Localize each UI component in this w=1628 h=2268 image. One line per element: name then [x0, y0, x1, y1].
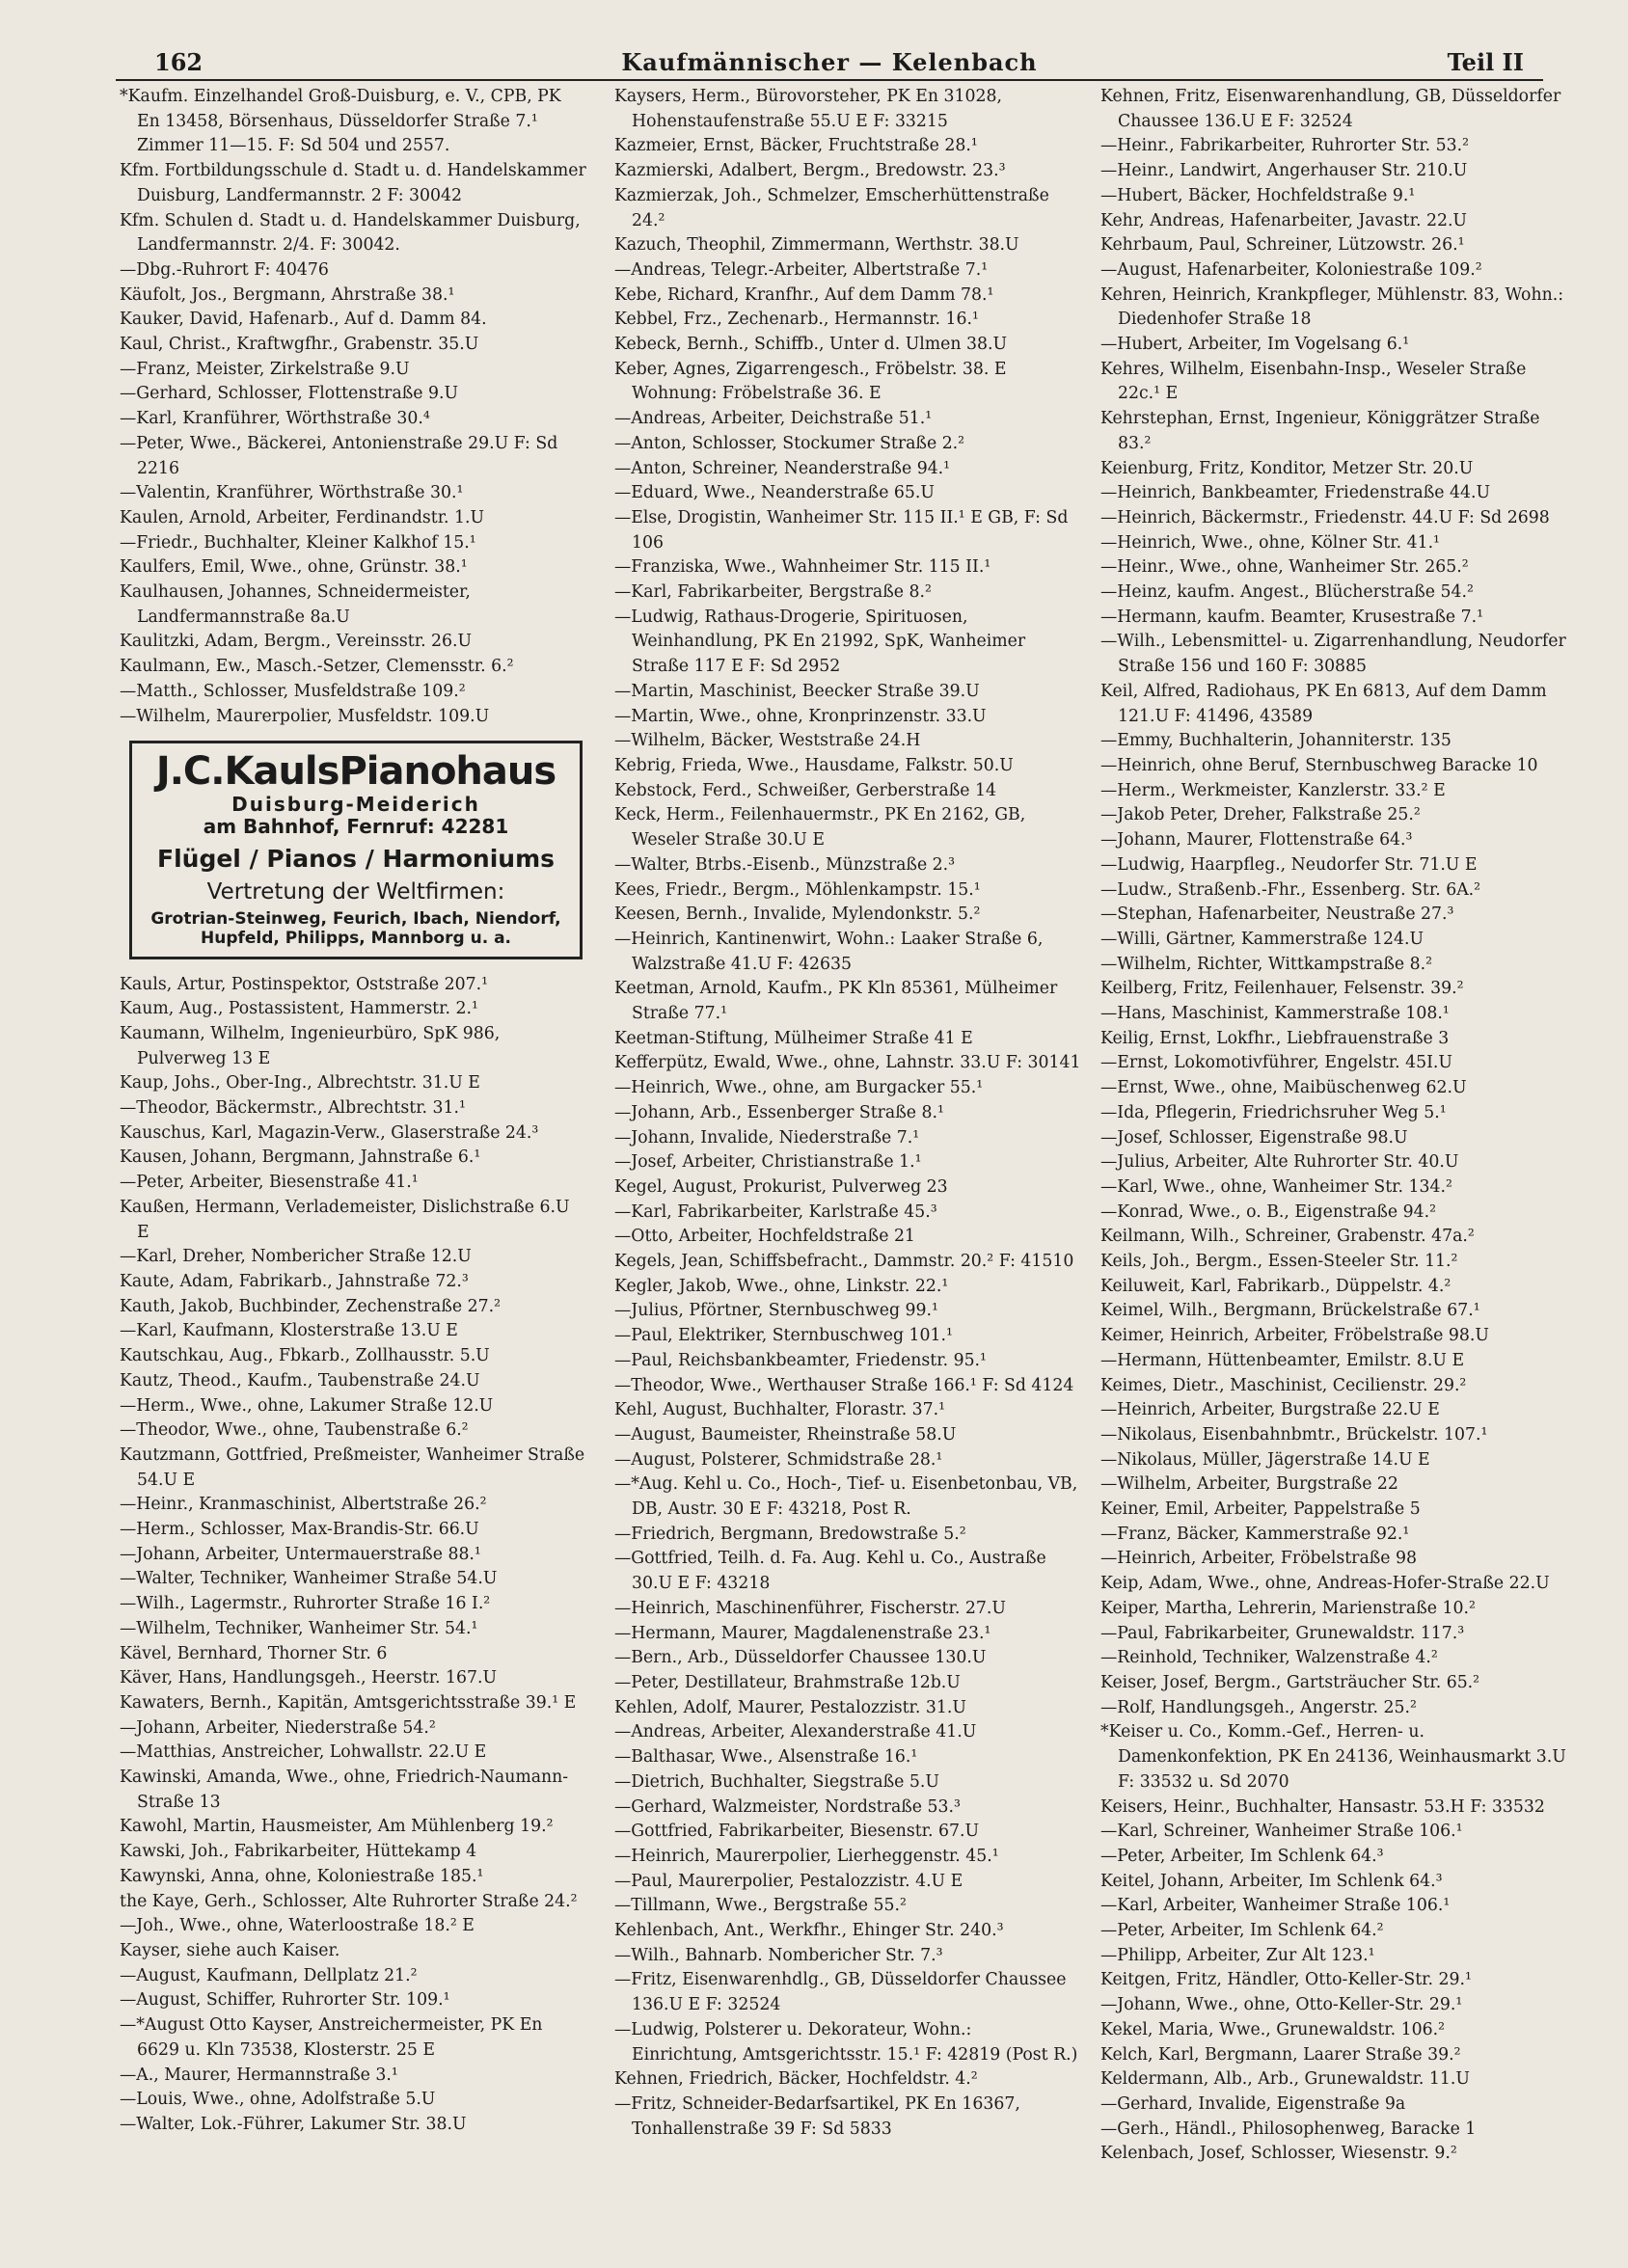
directory-entry: Kawski, Joh., Fabrikarbeiter, Hüttekamp 4 [120, 1842, 477, 1862]
directory-entry: —Konrad, Wwe., o. B., Eigenstraße 94.² [1100, 1202, 1437, 1222]
directory-entry: Keck, Herm., Feilenhauermstr., PK En 2162, GB, Weseler Straße 30.U E [614, 805, 1026, 850]
directory-entry: —Willi, Gärtner, Kammerstraße 124.U [1100, 929, 1424, 949]
directory-entry: Kehren, Heinrich, Krankpfleger, Mühlenstr. 83, Wohn.: Diedenhofer Straße 18 [1100, 284, 1564, 330]
directory-entry: —Wilhelm, Arbeiter, Burgstraße 22 [1100, 1474, 1398, 1495]
directory-entry: Kegler, Jakob, Wwe., ohne, Linkstr. 22.¹ [614, 1276, 949, 1296]
directory-entry: Keiser, Josef, Bergm., Gartsträucher Str. 65.² [1100, 1673, 1480, 1692]
column-3-entries [1100, 85, 1567, 2167]
directory-entry: —Walter, Lok.-Führer, Lakumer Str. 38.U [120, 2114, 467, 2134]
directory-entry: —Matthias, Anstreicher, Lohwallstr. 22.U E [120, 1742, 487, 1763]
directory-entry: —Johann, Invalide, Niederstraße 7.¹ [614, 1127, 920, 1148]
directory-entry: —Friedrich, Bergmann, Bredowstraße 5.² [614, 1524, 966, 1544]
directory-entry: —Philipp, Arbeiter, Zur Alt 123.¹ [1100, 1945, 1375, 1965]
directory-entry: Kawohl, Martin, Hausmeister, Am Mühlenberg 19.² [120, 1817, 554, 1837]
directory-entry: Kaup, Johs., Ober-Ing., Albrechtstr. 31.U E [120, 1073, 480, 1094]
ad-firms-line-2: Hupfeld, Philipps, Mannborg u. a. [201, 929, 511, 949]
directory-entry: —Heinrich, Arbeiter, Burgstraße 22.U E [1100, 1400, 1440, 1420]
directory-entry: —August, Schiffer, Ruhrorter Str. 109.¹ [120, 1990, 450, 2011]
directory-entry: Kehnen, Fritz, Eisenwarenhandlung, GB, Düsseldorfer Chaussee 136.U E F: 32524 [1100, 87, 1561, 131]
directory-entry: Kebstock, Ferd., Schweißer, Gerberstraße 14 [614, 780, 996, 800]
directory-entry: Kegels, Jean, Schiffsbefracht., Dammstr. 20.² F: 41510 [614, 1252, 1074, 1272]
directory-entry: —Josef, Arbeiter, Christianstraße 1.¹ [614, 1152, 922, 1173]
directory-entry: Kehlen, Adolf, Maurer, Pestalozzistr. 31.U [614, 1697, 966, 1717]
directory-entry: —Josef, Schlosser, Eigenstraße 98.U [1100, 1127, 1408, 1148]
directory-entry: Kausen, Johann, Bergmann, Jahnstraße 6.¹ [120, 1148, 481, 1168]
directory-entry: —Ernst, Lokomotivführer, Engelstr. 45I.U [1100, 1053, 1452, 1073]
directory-entry: —Hubert, Arbeiter, Im Vogelsang 6.¹ [1100, 335, 1410, 355]
directory-entry: —Herm., Schlosser, Max-Brandis-Str. 66.U [120, 1520, 479, 1540]
directory-entry: —Walter, Techniker, Wanheimer Straße 54.U [120, 1569, 498, 1589]
directory-entry: —Bern., Arb., Düsseldorfer Chaussee 130.U [614, 1648, 987, 1668]
directory-entry: Keienburg, Fritz, Konditor, Metzer Str. 20.U [1100, 458, 1474, 478]
directory-entry: —Karl, Kaufmann, Klosterstraße 13.U E [120, 1321, 458, 1341]
directory-entry: —Anton, Schreiner, Neanderstraße 94.¹ [614, 458, 951, 478]
column-1 [120, 85, 586, 2245]
directory-entry: —Franz, Meister, Zirkelstraße 9.U [120, 359, 410, 379]
piano-advertisement [129, 741, 583, 958]
directory-entry: —Emmy, Buchhalterin, Johanniterstr. 135 [1100, 731, 1452, 751]
column-2 [614, 85, 1081, 2245]
directory-entry: —Paul, Elektriker, Sternbuschweg 101.¹ [614, 1326, 953, 1346]
ad-firms-line-1: Grotrian-Steinweg, Feurich, Ibach, Niendorf, [150, 909, 561, 930]
directory-entry: Kehrbaum, Paul, Schreiner, Lützowstr. 26.¹ [1100, 235, 1465, 256]
directory-entry: *Kaufm. Einzelhandel Groß-Duisburg, e. V., CPB, PK En 13458, Börsenhaus, Düsseldorfer Straße 7.¹ Zimmer 11—15. F: Sd 504 und 2557. [120, 87, 561, 156]
directory-entry: Kaußen, Hermann, Verlademeister, Dislichstraße 6.U E [120, 1197, 570, 1242]
directory-entry: —Matth., Schlosser, Musfeldstraße 109.² [120, 681, 466, 701]
directory-entry: Kautzmann, Gottfried, Preßmeister, Wanheimer Straße 54.U E [120, 1444, 585, 1490]
directory-entry: Kebe, Richard, Kranfhr., Auf dem Damm 78.¹ [614, 284, 994, 305]
directory-entry: —Franz, Bäcker, Kammerstraße 92.¹ [1100, 1524, 1410, 1544]
directory-entry: —Paul, Reichsbankbeamter, Friedenstr. 95.¹ [614, 1350, 987, 1370]
directory-entry: —Andreas, Arbeiter, Alexanderstraße 41.U [614, 1722, 977, 1742]
directory-entry: —Balthasar, Wwe., Alsenstraße 16.¹ [614, 1747, 918, 1768]
directory-entry: Keesen, Bernh., Invalide, Mylendonkstr. 5.² [614, 904, 981, 925]
directory-entry: Keimer, Heinrich, Arbeiter, Fröbelstraße 98.U [1100, 1326, 1489, 1346]
directory-entry: Keip, Adam, Wwe., ohne, Andreas-Hofer-Straße 22.U [1100, 1574, 1550, 1594]
directory-entry: —Wilhelm, Bäcker, Weststraße 24.H [614, 731, 921, 751]
column-3 [1100, 85, 1567, 2245]
directory-entry: —Paul, Fabrikarbeiter, Grunewaldstr. 117.³ [1100, 1623, 1465, 1643]
directory-entry: —Karl, Fabrikarbeiter, Bergstraße 8.² [614, 582, 932, 603]
directory-entry: Kaysers, Herm., Bürovorsteher, PK En 31028, Hohenstaufenstraße 55.U E F: 33215 [614, 87, 1003, 131]
directory-entry: —Hermann, Hüttenbeamter, Emilstr. 8.U E [1100, 1350, 1465, 1370]
directory-entry: —Gottfried, Fabrikarbeiter, Biesenstr. 67.U [614, 1822, 980, 1842]
directory-entry: —Louis, Wwe., ohne, Adolfstraße 5.U [120, 2090, 436, 2110]
directory-entry: —Heinrich, Bäckermstr., Friedenstr. 44.U F: Sd 2698 [1100, 507, 1550, 527]
directory-entry: —Heinrich, Wwe., ohne, am Burgacker 55.¹ [614, 1078, 984, 1098]
directory-entry: Keiluweit, Karl, Fabrikarb., Düppelstr. 4.² [1100, 1276, 1452, 1296]
directory-entry: Kekel, Maria, Wwe., Grunewaldstr. 106.² [1100, 2019, 1446, 2039]
running-title: Kaufmännischer — Kelenbach [621, 48, 1038, 76]
ad-address: am Bahnhof, Fernruf: 42281 [203, 815, 509, 839]
directory-entry: —Gerhard, Invalide, Eigenstraße 9a [1100, 2093, 1406, 2114]
directory-entry: —Else, Drogistin, Wanheimer Str. 115 II.¹ E GB, F: Sd 106 [614, 507, 1069, 553]
directory-entry: Kaulen, Arnold, Arbeiter, Ferdinandstr. 1.U [120, 507, 485, 527]
directory-entry: —Anton, Schlosser, Stockumer Straße 2.² [614, 433, 965, 453]
directory-entry: Keldermann, Alb., Arb., Grunewaldstr. 11.U [1100, 2069, 1470, 2090]
directory-entry: —Peter, Arbeiter, Im Schlenk 64.² [1100, 1921, 1384, 1941]
directory-entry: Keilberg, Fritz, Feilenhauer, Felsenstr. 39.² [1100, 979, 1464, 999]
directory-entry: —Heinr., Kranmaschinist, Albertstraße 26.² [120, 1495, 487, 1515]
directory-entry: —Hermann, Maurer, Magdalenenstraße 23.¹ [614, 1623, 991, 1643]
directory-entry: Kautschkau, Aug., Fbkarb., Zollhausstr. 5.U [120, 1346, 490, 1366]
directory-entry: —A., Maurer, Hermannstraße 3.¹ [120, 2065, 398, 2085]
directory-entry: Kefferpütz, Ewald, Wwe., ohne, Lahnstr. 33.U F: 30141 [614, 1053, 1081, 1073]
directory-entry: —Ernst, Wwe., ohne, Maibüschenweg 62.U [1100, 1078, 1467, 1098]
directory-entry: —Hubert, Bäcker, Hochfeldstraße 9.¹ [1100, 185, 1416, 205]
directory-entry: —Johann, Arbeiter, Niederstraße 54.² [120, 1717, 436, 1738]
directory-entry: —Franziska, Wwe., Wahnheimer Str. 115 II.¹ [614, 557, 991, 578]
directory-entry: Kauker, David, Hafenarb., Auf d. Damm 84. [120, 310, 487, 330]
directory-entry: Kehl, August, Buchhalter, Florastr. 37.¹ [614, 1400, 946, 1420]
directory-entry: Käufolt, Jos., Bergmann, Ahrstraße 38.¹ [120, 284, 455, 305]
directory-entry: Kfm. Schulen d. Stadt u. d. Handelskammer Duisburg, Landfermannstr. 2/4. F: 30042. [120, 210, 581, 256]
directory-entry: Kehrstephan, Ernst, Ingenieur, Königgrätzer Straße 83.² [1100, 409, 1540, 453]
directory-entry: Kayser, siehe auch Kaiser. [120, 1940, 340, 1960]
directory-entry: Kaulmann, Ew., Masch.-Setzer, Clemensstr. 6.² [120, 657, 514, 677]
directory-entry: —Herm., Wwe., ohne, Lakumer Straße 12.U [120, 1395, 494, 1416]
directory-entry: Kauschus, Karl, Magazin-Verw., Glaserstraße 24.³ [120, 1122, 539, 1143]
directory-entry: Keetman, Arnold, Kaufm., PK Kln 85361, Mülheimer Straße 77.¹ [614, 979, 1058, 1024]
directory-entry: —Wilh., Lagermstr., Ruhrorter Straße 16 I.² [120, 1594, 491, 1614]
directory-entry: —Julius, Arbeiter, Alte Ruhrorter Str. 40.U [1100, 1152, 1459, 1173]
directory-entry: Kaulitzki, Adam, Bergm., Vereinsstr. 26.U [120, 632, 473, 652]
directory-entry: —*August Otto Kayser, Anstreichermeister, PK En 6629 u. Kln 73538, Klosterstr. 25 E [120, 2015, 543, 2060]
directory-entry: —Hermann, kaufm. Beamter, Krusestraße 7.¹ [1100, 607, 1484, 627]
directory-entry: —*Aug. Kehl u. Co., Hoch-, Tief- u. Eisenbetonbau, VB, DB, Austr. 30 E F: 43218, Post R. [614, 1474, 1078, 1520]
directory-entry: Kauls, Artur, Postinspektor, Oststraße 207.¹ [120, 974, 489, 994]
directory-entry: Keetman-Stiftung, Mülheimer Straße 41 E [614, 1028, 973, 1048]
directory-entry: —Gerhard, Schlosser, Flottenstraße 9.U [120, 384, 459, 404]
directory-entry: —Karl, Dreher, Nombericher Straße 12.U [120, 1247, 472, 1267]
directory-entry: —Martin, Maschinist, Beecker Straße 39.U [614, 681, 980, 701]
directory-entry: Kautz, Theod., Kaufm., Taubenstraße 24.U [120, 1370, 480, 1390]
directory-entry: —Wilhelm, Maurerpolier, Musfeldstr. 109.U [120, 706, 490, 726]
ad-representation: Vertretung der Weltfirmen: [206, 879, 505, 905]
directory-entry: —Tillmann, Wwe., Bergstraße 55.² [614, 1896, 907, 1916]
directory-entry: —Nikolaus, Eisenbahnbmtr., Brückelstr. 107.¹ [1100, 1424, 1488, 1444]
directory-entry: —Gottfried, Teilh. d. Fa. Aug. Kehl u. Co., Austraße 30.U E F: 43218 [614, 1549, 1046, 1594]
directory-entry: Kehlenbach, Ant., Werkfhr., Ehinger Str. 240.³ [614, 1921, 1004, 1941]
directory-entry: Keiner, Emil, Arbeiter, Pappelstraße 5 [1100, 1499, 1421, 1520]
ad-subtitle: Duisburg-Meiderich [231, 793, 480, 817]
column-1-bottom-entries [120, 973, 586, 2138]
directory-entry: —Peter, Wwe., Bäckerei, Antonienstraße 29.U F: Sd 2216 [120, 433, 558, 478]
directory-entry: Kehres, Wilhelm, Eisenbahn-Insp., Weseler Straße 22c.¹ E [1100, 359, 1527, 404]
directory-entry: —Peter, Arbeiter, Im Schlenk 64.³ [1100, 1846, 1384, 1866]
directory-entry: —Otto, Arbeiter, Hochfeldstraße 21 [614, 1227, 915, 1247]
directory-entry: —Johann, Arb., Essenberger Straße 8.¹ [614, 1102, 944, 1122]
page-number: 162 [154, 48, 204, 76]
column-2-entries [614, 85, 1081, 2142]
directory-entry: —Karl, Arbeiter, Wanheimer Straße 106.¹ [1100, 1896, 1451, 1916]
directory-entry: —Reinhold, Techniker, Walzenstraße 4.² [1100, 1648, 1438, 1668]
directory-entry: —Herm., Werkmeister, Kanzlerstr. 33.² E [1100, 780, 1446, 800]
directory-entry: —Wilhelm, Techniker, Wanheimer Str. 54.¹ [120, 1618, 478, 1638]
directory-entry: —Martin, Wwe., ohne, Kronprinzenstr. 33.U [614, 706, 987, 726]
directory-entry: Kawaters, Bernh., Kapitän, Amtsgerichtsstraße 39.¹ E [120, 1692, 577, 1713]
directory-entry: *Keiser u. Co., Komm.-Gef., Herren- u. Damenkonfektion, PK En 24136, Weinhausmarkt 3.U F: 33532 u. Sd 2070 [1100, 1722, 1566, 1792]
directory-entry: —Karl, Fabrikarbeiter, Karlstraße 45.³ [614, 1202, 937, 1222]
directory-entry: Kaulhausen, Johannes, Schneidermeister, Landfermannstraße 8a.U [120, 582, 471, 627]
directory-entry: —Heinrich, Arbeiter, Fröbelstraße 98 [1100, 1549, 1417, 1569]
directory-entry: Kawynski, Anna, ohne, Koloniestraße 185.¹ [120, 1866, 484, 1886]
directory-entry: Kazmierski, Adalbert, Bergm., Bredowstr. 23.³ [614, 161, 1006, 181]
directory-entry: Käver, Hans, Handlungsgeh., Heerstr. 167.U [120, 1668, 498, 1688]
directory-entry: —Wilhelm, Richter, Wittkampstraße 8.² [1100, 954, 1433, 974]
directory-entry: —Dietrich, Buchhalter, Siegstraße 5.U [614, 1771, 939, 1792]
directory-entry: —Rolf, Handlungsgeh., Angerstr. 25.² [1100, 1697, 1417, 1717]
directory-entry: —Heinrich, Bankbeamter, Friedenstraße 44.U [1100, 483, 1491, 503]
directory-entry: —Gerhard, Walzmeister, Nordstraße 53.³ [614, 1796, 961, 1817]
directory-entry: Keils, Joh., Bergm., Essen-Steeler Str. 11.² [1100, 1252, 1458, 1272]
directory-entry: Keisers, Heinr., Buchhalter, Hansastr. 53.H F: 33532 [1100, 1796, 1545, 1817]
directory-entry: —Peter, Arbeiter, Biesenstraße 41.¹ [120, 1173, 419, 1193]
directory-entry: —Heinrich, Maurerpolier, Lierheggenstr. 45.¹ [614, 1846, 999, 1866]
directory-entry: —Gerh., Händl., Philosophenweg, Baracke 1 [1100, 2119, 1477, 2139]
part-label: Teil II [1447, 48, 1524, 76]
directory-entry: Kävel, Bernhard, Thorner Str. 6 [120, 1643, 388, 1663]
directory-entry: —Ludwig, Rathaus-Drogerie, Spirituosen, Weinhandlung, PK En 21992, SpK, Wanheimer Straße 117 E F: Sd 2952 [614, 607, 1026, 677]
directory-entry: —Theodor, Bäckermstr., Albrechtstr. 31.¹ [120, 1098, 466, 1119]
directory-entry: Keitel, Johann, Arbeiter, Im Schlenk 64.³ [1100, 1871, 1443, 1891]
directory-entry: —Fritz, Eisenwarenhdlg., GB, Düsseldorfer Chaussee 136.U E F: 32524 [614, 1970, 1067, 2015]
column-1-top-entries [120, 85, 586, 729]
page-header [116, 46, 1543, 81]
directory-entry: Keitgen, Fritz, Händler, Otto-Keller-Str. 29.¹ [1100, 1970, 1472, 1990]
directory-entry: —Fritz, Schneider-Bedarfsartikel, PK En 16367, Tonhallenstraße 39 F: Sd 5833 [614, 2093, 1020, 2139]
directory-entry: Kaum, Aug., Postassistent, Hammerstr. 2.¹ [120, 999, 478, 1019]
directory-entry: —Karl, Kranführer, Wörthstraße 30.⁴ [120, 409, 430, 429]
directory-entry: Keiper, Martha, Lehrerin, Marienstraße 10.² [1100, 1598, 1476, 1618]
directory-entry: Kebbel, Frz., Zechenarb., Hermannstr. 16.¹ [614, 310, 979, 330]
directory-entry: —Heinrich, Wwe., ohne, Kölner Str. 41.¹ [1100, 532, 1440, 553]
directory-entry: Kazuch, Theophil, Zimmermann, Werthstr. 38.U [614, 235, 1019, 256]
directory-entry: —Walter, Btrbs.-Eisenb., Münzstraße 2.³ [614, 854, 956, 875]
directory-entry: —Wilh., Bahnarb. Nombericher Str. 7.³ [614, 1945, 943, 1965]
directory-entry: Kelenbach, Josef, Schlosser, Wiesenstr. 9.² [1100, 2144, 1457, 2164]
directory-entry: Keil, Alfred, Radiohaus, PK En 6813, Auf dem Damm 121.U F: 41496, 43589 [1100, 681, 1547, 726]
directory-entry: Keber, Agnes, Zigarrengesch., Fröbelstr. 38. E Wohnung: Fröbelstraße 36. E [614, 359, 1007, 404]
directory-entry: Kebrig, Frieda, Wwe., Hausdame, Falkstr. 50.U [614, 755, 1014, 775]
directory-entry: —Heinrich, ohne Beruf, Sternbuschweg Baracke 10 [1100, 755, 1538, 775]
directory-entry: —Friedr., Buchhalter, Kleiner Kalkhof 15.¹ [120, 532, 476, 553]
directory-entry: —Joh., Wwe., ohne, Waterloostraße 18.² E [120, 1916, 475, 1936]
directory-entry: —Hans, Maschinist, Kammerstraße 108.¹ [1100, 1004, 1450, 1024]
directory-entry: Kaul, Christ., Kraftwgfhr., Grabenstr. 35.U [120, 335, 479, 355]
directory-entry: Keilig, Ernst, Lokfhr., Liebfrauenstraße 3 [1100, 1028, 1450, 1048]
directory-entry: —Stephan, Hafenarbeiter, Neustraße 27.³ [1100, 904, 1454, 925]
directory-entry: —Johann, Arbeiter, Untermauerstraße 88.¹ [120, 1544, 481, 1564]
directory-entry: —August, Kaufmann, Dellplatz 21.² [120, 1965, 418, 1985]
directory-entry: —August, Baumeister, Rheinstraße 58.U [614, 1424, 957, 1444]
directory-entry: —Theodor, Wwe., Werthauser Straße 166.¹ F: Sd 4124 [614, 1375, 1074, 1395]
directory-entry: Keilmann, Wilh., Schreiner, Grabenstr. 47a.² [1100, 1227, 1475, 1247]
directory-entry: —August, Hafenarbeiter, Koloniestraße 109.² [1100, 259, 1482, 280]
directory-entry: —Dbg.-Ruhrort F: 40476 [120, 259, 329, 280]
ad-products: Flügel / Pianos / Harmoniums [157, 845, 555, 874]
ad-brand: J.C.KaulsPianohaus [155, 749, 556, 795]
directory-entry: —Heinrich, Maschinenführer, Fischerstr. 27.U [614, 1598, 1006, 1618]
directory-entry: Kaute, Adam, Fabrikarb., Jahnstraße 72.³ [120, 1272, 469, 1291]
directory-entry: Kfm. Fortbildungsschule d. Stadt u. d. Handelskammer Duisburg, Landfermannstr. 2 F: 30042 [120, 161, 586, 205]
directory-entry: —Theodor, Wwe., ohne, Taubenstraße 6.² [120, 1420, 469, 1441]
directory-entry: the Kaye, Gerh., Schlosser, Alte Ruhrorter Straße 24.² [120, 1891, 578, 1911]
directory-entry: —Heinz, kaufm. Angest., Blücherstraße 54.² [1100, 582, 1474, 603]
directory-entry: Kaumann, Wilhelm, Ingenieurbüro, SpK 986, Pulverweg 13 E [120, 1023, 501, 1068]
directory-entry: —Karl, Schreiner, Wanheimer Straße 106.¹ [1100, 1822, 1463, 1842]
directory-entry: Kehnen, Friedrich, Bäcker, Hochfeldstr. 4.² [614, 2069, 978, 2090]
directory-entry: —Valentin, Kranführer, Wörthstraße 30.¹ [120, 483, 464, 503]
directory-entry: Kegel, August, Prokurist, Pulverweg 23 [614, 1176, 948, 1197]
directory-entry: —Nikolaus, Müller, Jägerstraße 14.U E [1100, 1449, 1430, 1470]
directory-entry: —Karl, Wwe., ohne, Wanheimer Str. 134.² [1100, 1176, 1452, 1197]
directory-entry: Keimes, Dietr., Maschinist, Cecilienstr. 29.² [1100, 1375, 1467, 1395]
directory-entry: —Julius, Pförtner, Sternbuschweg 99.¹ [614, 1301, 938, 1321]
directory-entry: —Heinr., Landwirt, Angerhauser Str. 210.U [1100, 161, 1468, 181]
directory-entry: —Wilh., Lebensmittel- u. Zigarrenhandlung, Neudorfer Straße 156 und 160 F: 30885 [1100, 632, 1566, 677]
directory-entry: —Eduard, Wwe., Neanderstraße 65.U [614, 483, 935, 503]
directory-entry: —Andreas, Telegr.-Arbeiter, Albertstraße 7.¹ [614, 259, 989, 280]
directory-entry: —Andreas, Arbeiter, Deichstraße 51.¹ [614, 409, 933, 429]
directory-entry: Kawinski, Amanda, Wwe., ohne, Friedrich-Naumann-Straße 13 [120, 1768, 569, 1812]
directory-entry: —Johann, Maurer, Flottenstraße 64.³ [1100, 830, 1413, 850]
directory-entry: —Jakob Peter, Dreher, Falkstraße 25.² [1100, 805, 1421, 825]
directory-entry: —Ludwig, Haarpfleg., Neudorfer Str. 71.U E [1100, 854, 1478, 875]
directory-entry: —Paul, Maurerpolier, Pestalozzistr. 4.U E [614, 1871, 963, 1891]
directory-entry: —Heinr., Wwe., ohne, Wanheimer Str. 265.² [1100, 557, 1469, 578]
directory-entry: Kazmeier, Ernst, Bäcker, Fruchtstraße 28.¹ [614, 136, 978, 156]
directory-entry: Kehr, Andreas, Hafenarbeiter, Javastr. 22.U [1100, 210, 1467, 230]
directory-entry: —August, Polsterer, Schmidstraße 28.¹ [614, 1449, 943, 1470]
directory-entry: —Johann, Wwe., ohne, Otto-Keller-Str. 29.¹ [1100, 1995, 1463, 2015]
directory-entry: —Ludw., Straßenb.-Fhr., Essenberg. Str. 6A.² [1100, 879, 1481, 900]
directory-entry: Kelch, Karl, Bergmann, Laarer Straße 39.² [1100, 2044, 1461, 2065]
directory-entry: —Ida, Pflegerin, Friedrichsruher Weg 5.¹ [1100, 1102, 1447, 1122]
directory-entry: —Heinrich, Kantinenwirt, Wohn.: Laaker Straße 6, Walzstraße 41.U F: 42635 [614, 929, 1044, 974]
directory-entry: —Ludwig, Polsterer u. Dekorateur, Wohn.: Einrichtung, Amtsgerichtsstr. 15.¹ F: 42819 (Post R.) [614, 2019, 1078, 2065]
directory-entry: Kees, Friedr., Bergm., Möhlenkampstr. 15.¹ [614, 879, 981, 900]
directory-entry: Keimel, Wilh., Bergmann, Brückelstraße 67.¹ [1100, 1301, 1480, 1321]
directory-entry: —Peter, Destillateur, Brahmstraße 12b.U [614, 1673, 961, 1692]
directory-entry: Kebeck, Bernh., Schiffb., Unter d. Ulmen 38.U [614, 335, 1008, 355]
directory-entry: Kauth, Jakob, Buchbinder, Zechenstraße 27.² [120, 1296, 502, 1316]
directory-entry: —Heinr., Fabrikarbeiter, Ruhrorter Str. 53.² [1100, 136, 1470, 156]
directory-entry: Kaulfers, Emil, Wwe., ohne, Grünstr. 38.¹ [120, 557, 468, 578]
directory-entry: Kazmierzak, Joh., Schmelzer, Emscherhüttenstraße 24.² [614, 185, 1049, 230]
